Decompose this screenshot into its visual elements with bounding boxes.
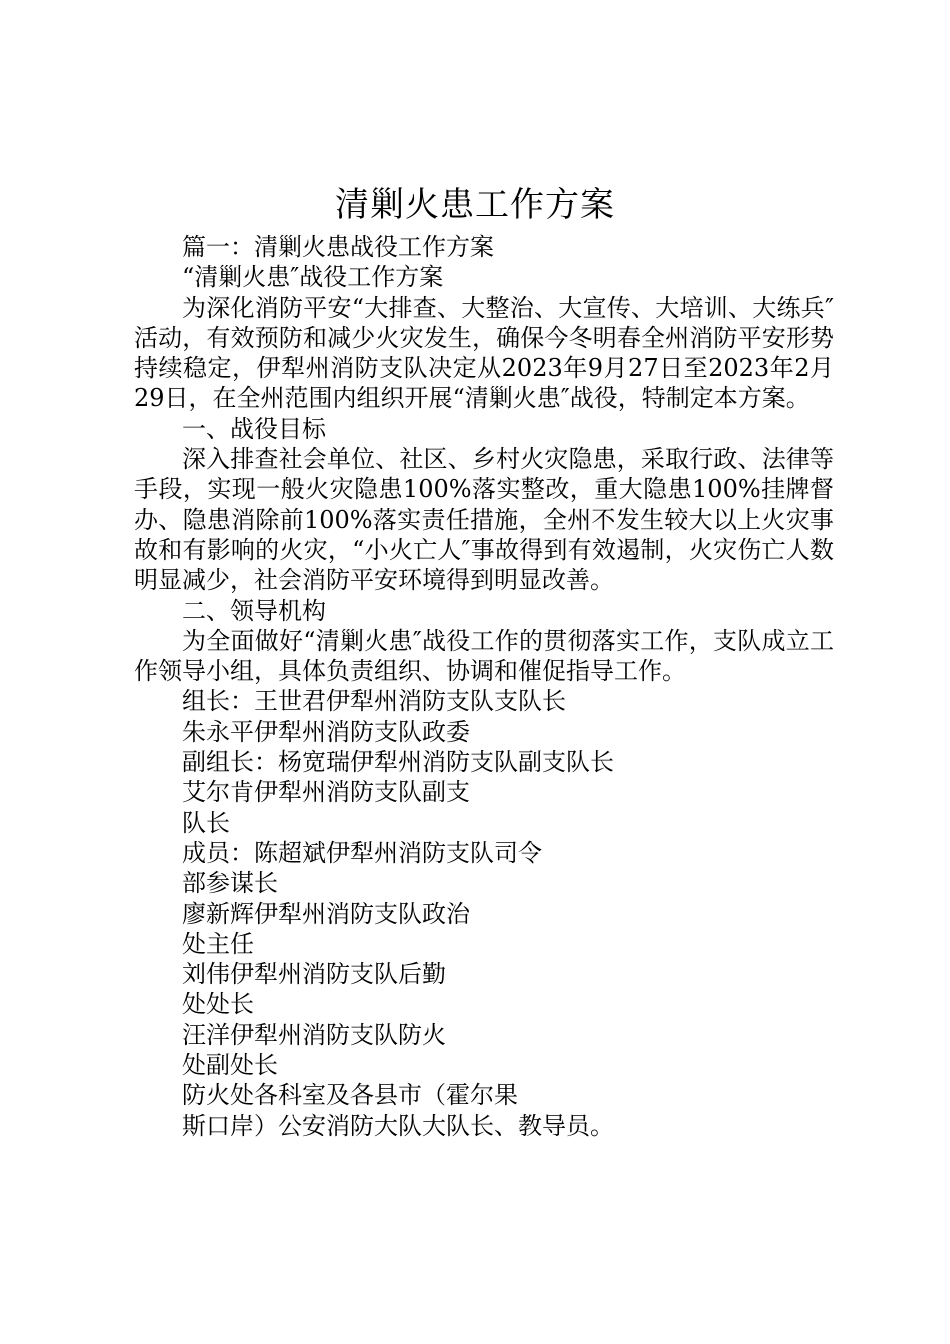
text-line: 处副处长 xyxy=(182,1051,278,1080)
paragraph: 一、战役目标 xyxy=(182,414,326,443)
text-line: 处主任 xyxy=(182,929,254,958)
text-line: 防火处各科室及各县市（霍尔果 xyxy=(182,1081,518,1110)
text-line: 斯口岸）公安消防大队大队长、教导员。 xyxy=(182,1111,614,1140)
document-body xyxy=(134,232,834,1141)
paragraph: 为全面做好“清剿火患″战役工作的贯彻落实工作，支队成立工作领导小组，具体负责组织、协调和催促指导工作。 xyxy=(134,626,834,686)
document-title: 清剿火患工作方案 xyxy=(335,185,615,225)
text-line: 廖新辉伊犁州消防支队政治 xyxy=(182,899,470,928)
text-line: 副组长：杨宽瑞伊犁州消防支队副支队长 xyxy=(182,748,614,777)
text-line: 队长 xyxy=(182,808,230,837)
paragraph: 二、领导机构 xyxy=(182,596,326,625)
paragraph: 篇一：清剿火患战役工作方案 xyxy=(182,233,494,261)
paragraph: 为深化消防平安“大排查、大整治、大宣传、大培训、大练兵″活动，有效预防和减少火灾发生，确保今冬明春全州消防平安形势持续稳定，伊犁州消防支队决定从2023年9月27日至2023年2月29日，在全州范围内组织开展“清剿火患″战役，特制定本方案。 xyxy=(134,293,834,413)
paragraph: “清剿火患″战役工作方案 xyxy=(182,263,444,292)
text-line: 处处长 xyxy=(182,990,254,1019)
text-line: 组长：王世君伊犁州消防支队支队长 xyxy=(182,687,566,716)
text-line: 刘伟伊犁州消防支队后勤 xyxy=(182,960,446,989)
paragraph: 深入排查社会单位、社区、乡村火灾隐患，采取行政、法律等手段，实现一般火灾隐患100%落实整改，重大隐患100%挂牌督办、隐患消除前100%落实责任措施，全州不发生较大以上火灾事故和有影响的火灾，“小火亡人″事故得到有效遏制，火灾伤亡人数明显减少，社会消防平安环境得到明显改善。 xyxy=(134,445,834,595)
text-line: 成员：陈超斌伊犁州消防支队司令 xyxy=(182,838,542,867)
text-line: 汪洋伊犁州消防支队防火 xyxy=(182,1020,446,1049)
text-line: 朱永平伊犁州消防支队政委 xyxy=(182,717,470,746)
text-line: 艾尔肯伊犁州消防支队副支 xyxy=(182,778,470,807)
text-line: 部参谋长 xyxy=(182,869,278,898)
